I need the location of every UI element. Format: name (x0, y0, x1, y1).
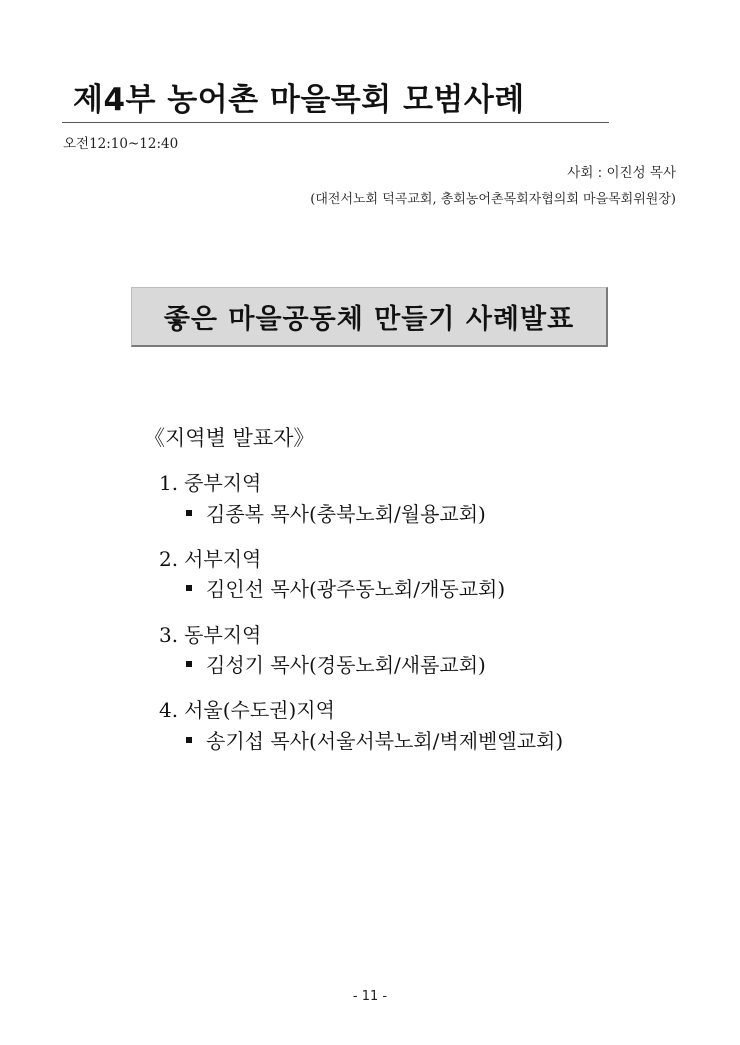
region-name: 서부지역 (184, 547, 262, 571)
presenters-heading: 《지역별 발표자》 (144, 426, 315, 450)
square-bullet-icon (186, 737, 192, 743)
page-number: - 11 - (352, 989, 388, 1004)
presenter-item (186, 725, 563, 754)
region-name: 서울(수도권)지역 (184, 698, 335, 722)
host-affiliation: (대전서노회 덕곡교회, 총회농어촌목회자협의회 마을목회위원장) (310, 192, 676, 207)
region-item (159, 619, 261, 648)
session-time: 오전12:10~12:40 (63, 136, 179, 152)
presenter-name: 김성기 목사(경동노회/새롬교회) (206, 653, 486, 677)
section-title: 좋은 마을공동체 만들기 사례발표 (163, 304, 575, 335)
region-number: 3. (159, 623, 179, 647)
region-item (159, 543, 261, 572)
region-number: 2. (159, 547, 179, 571)
square-bullet-icon (186, 510, 192, 516)
presenter-name: 송기섭 목사(서울서북노회/벽제벧엘교회) (206, 729, 564, 753)
page-title: 제4부 농어촌 마을목회 모범사례 (73, 82, 525, 118)
region-item (159, 467, 261, 496)
presenter-name: 김인선 목사(광주동노회/개동교회) (206, 577, 506, 601)
presenter-item (186, 573, 505, 602)
host-line: 사회 : 이진성 목사 (567, 165, 676, 181)
square-bullet-icon (186, 661, 192, 667)
region-name: 동부지역 (184, 623, 262, 647)
region-number: 1. (159, 471, 179, 495)
section-title-box (131, 287, 608, 347)
region-name: 중부지역 (184, 471, 262, 495)
region-item (159, 694, 335, 723)
presenter-item (186, 649, 486, 678)
title-divider (62, 122, 609, 123)
square-bullet-icon (186, 585, 192, 591)
presenter-item (186, 498, 486, 527)
region-number: 4. (159, 698, 179, 722)
presenter-name: 김종복 목사(충북노회/월용교회) (206, 502, 486, 526)
